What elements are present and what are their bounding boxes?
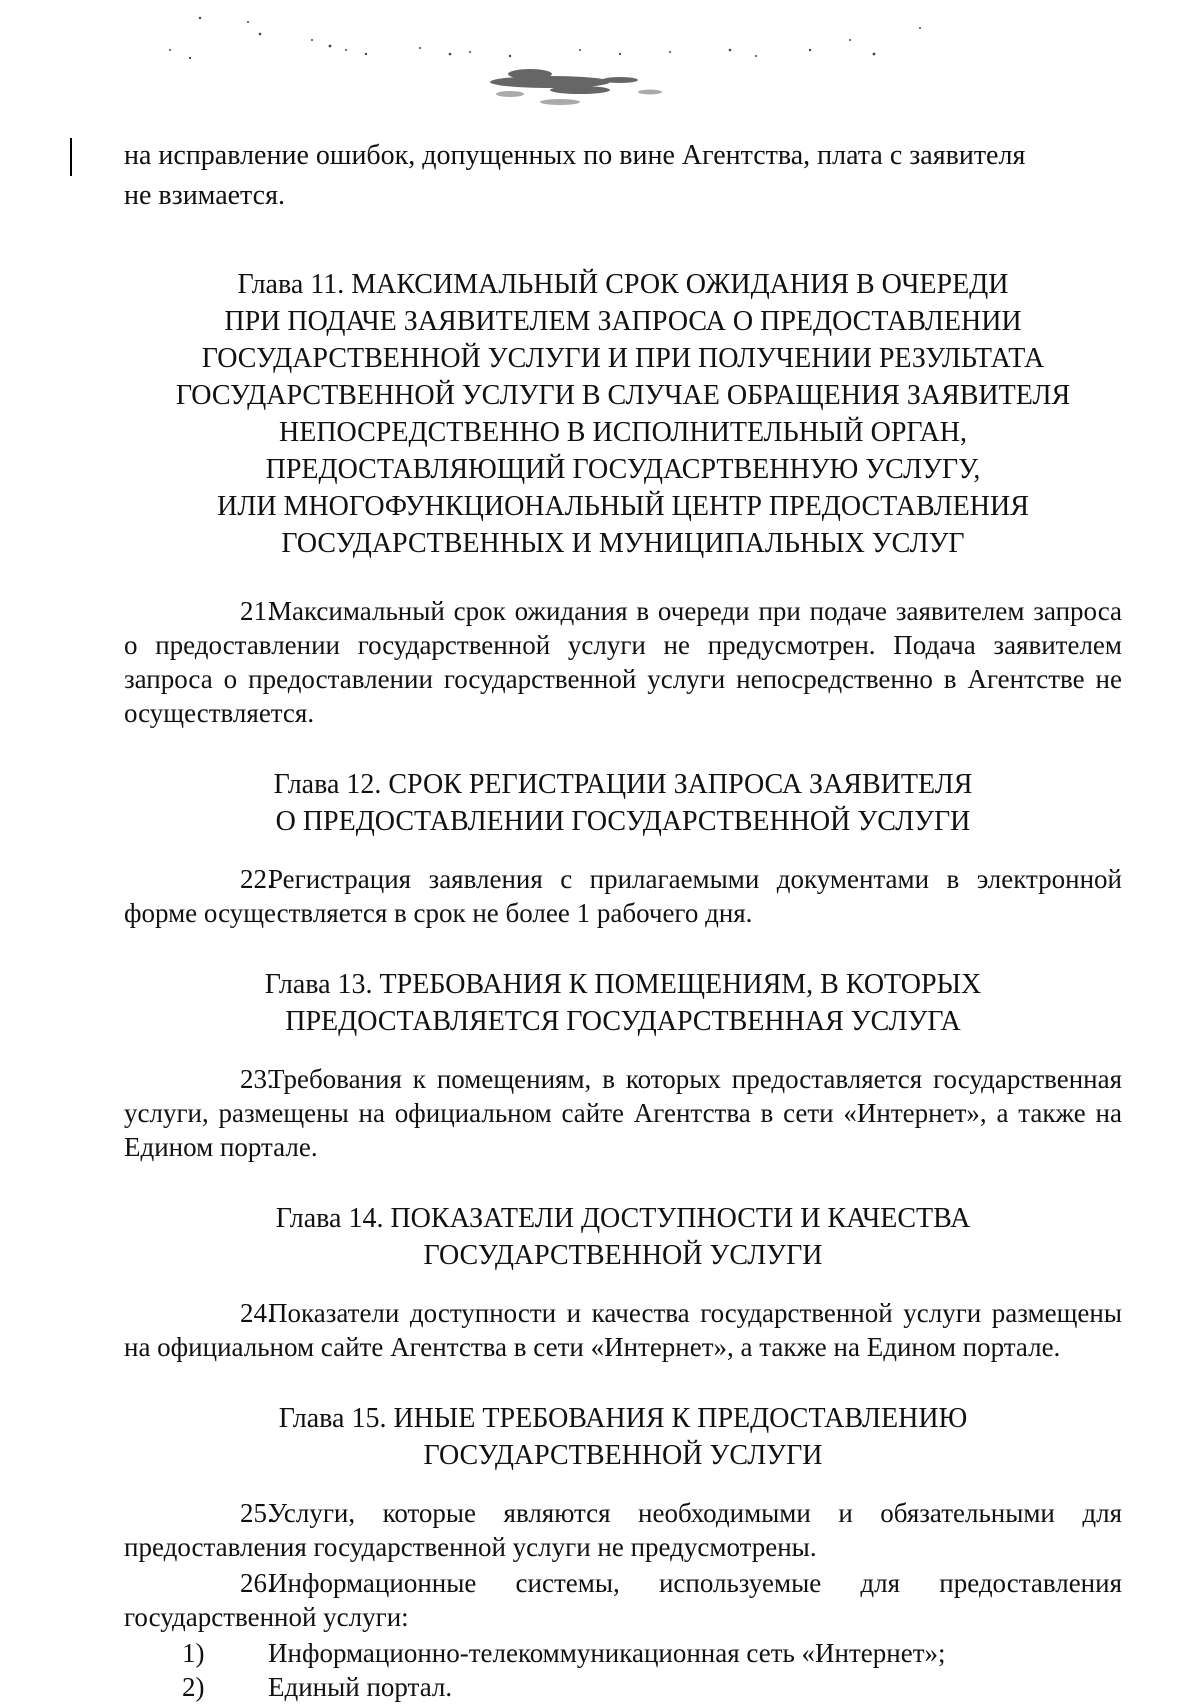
paragraph-text: Информационные системы, используемые для предоставления государственной услуги: bbox=[124, 1568, 1122, 1632]
list-item-1 bbox=[124, 1636, 1122, 1670]
heading-line: ГОСУДАРСТВЕННОЙ УСЛУГИ bbox=[423, 1440, 823, 1471]
heading-line: ГОСУДАРСТВЕННОЙ УСЛУГИ В СЛУЧАЕ ОБРАЩЕНИЯ ЗАЯВИТЕЛЯ bbox=[175, 380, 1071, 411]
paragraph-number: 24. bbox=[240, 1298, 274, 1328]
paragraph-number: 25. bbox=[240, 1498, 274, 1528]
heading-line: ГОСУДАРСТВЕННОЙ УСЛУГИ И ПРИ ПОЛУЧЕНИИ РЕЗУЛЬТАТА bbox=[201, 343, 1045, 374]
paragraph-text: Максимальный срок ожидания в очереди при подаче заявителем запроса о предоставлении государственной услуги не предусмотрен. Подача заявителем запроса о предоставлении государственной услуги непосредственно в Агентстве не осуществляется. bbox=[124, 596, 1122, 728]
heading-line: Глава 14. ПОКАЗАТЕЛИ ДОСТУПНОСТИ И КАЧЕСТВА bbox=[275, 1203, 971, 1234]
heading-line: ПРИ ПОДАЧЕ ЗАЯВИТЕЛЕМ ЗАПРОСА О ПРЕДОСТАВЛЕНИИ bbox=[224, 306, 1022, 337]
document-page bbox=[124, 136, 1122, 1704]
list-item-number: 2) bbox=[182, 1672, 205, 1702]
paragraph-text: Требования к помещениям, в которых предоставляется государственная услуги, размещены на официальном сайте Агентства в сети «Интернет», а также на Едином портале. bbox=[124, 1064, 1122, 1162]
paragraph-26 bbox=[124, 1566, 1122, 1634]
intro-line-2: не взимается. bbox=[124, 180, 285, 211]
heading-line: НЕПОСРЕДСТВЕННО В ИСПОЛНИТЕЛЬНЫЙ ОРГАН, bbox=[279, 417, 967, 448]
heading-line: Глава 12. СРОК РЕГИСТРАЦИИ ЗАПРОСА ЗАЯВИТЕЛЯ bbox=[273, 769, 973, 800]
paragraph-text: Регистрация заявления с прилагаемыми документами в электронной форме осуществляется в срок не более 1 рабочего дня. bbox=[124, 864, 1122, 928]
chapter-15-heading bbox=[124, 1400, 1122, 1474]
chapter-heading bbox=[124, 266, 1122, 562]
heading-line: О ПРЕДОСТАВЛЕНИИ ГОСУДАРСТВЕННОЙ УСЛУГИ bbox=[275, 806, 971, 837]
margin-change-bar bbox=[70, 138, 72, 176]
heading-line: ПРЕДОСТАВЛЯЮЩИЙ ГОСУДАСРТВЕННУЮ УСЛУГУ, bbox=[265, 454, 981, 485]
paragraph-number: 22. bbox=[240, 864, 274, 894]
heading-line: ГОСУДАРСТВЕННОЙ УСЛУГИ bbox=[423, 1240, 823, 1271]
list-item-text: Единый портал. bbox=[268, 1672, 453, 1702]
chapter-14-heading bbox=[124, 1200, 1122, 1274]
paragraph-24 bbox=[124, 1296, 1122, 1364]
paragraph-number: 26. bbox=[240, 1568, 274, 1598]
list-item-text: Информационно-телекоммуникационная сеть «Интернет»; bbox=[268, 1638, 946, 1668]
intro-line-1: на исправление ошибок, допущенных по вине Агентства, плата с заявителя bbox=[124, 140, 1026, 171]
paragraph-number: 23. bbox=[240, 1064, 274, 1094]
chapter-12-heading bbox=[124, 766, 1122, 840]
paragraph-text: Показатели доступности и качества государственной услуги размещены на официальном сайте Агентства в сети «Интернет», а также на Едином портале. bbox=[124, 1298, 1122, 1362]
heading-line: ИЛИ МНОГОФУНКЦИОНАЛЬНЫЙ ЦЕНТР ПРЕДОСТАВЛЕНИЯ bbox=[217, 491, 1029, 522]
paragraph-25 bbox=[124, 1496, 1122, 1564]
heading-line: Глава 13. ТРЕБОВАНИЯ К ПОМЕЩЕНИЯМ, В КОТОРЫХ bbox=[264, 969, 982, 1000]
paragraph-text: Услуги, которые являются необходимыми и обязательными для предоставления государственной услуги не предусмотрены. bbox=[124, 1498, 1122, 1562]
scan-noise-smudge bbox=[150, 10, 930, 120]
paragraph-21 bbox=[124, 594, 1122, 730]
chapter-13-heading bbox=[124, 966, 1122, 1040]
heading-line: Глава 15. ИНЫЕ ТРЕБОВАНИЯ К ПРЕДОСТАВЛЕНИЮ bbox=[278, 1403, 968, 1434]
list-item-number: 1) bbox=[182, 1638, 205, 1668]
heading-line: ГОСУДАРСТВЕННЫХ И МУНИЦИПАЛЬНЫХ УСЛУГ bbox=[281, 528, 965, 559]
paragraph-number: 21. bbox=[240, 596, 274, 626]
list-item-2 bbox=[124, 1670, 1122, 1704]
paragraph-23 bbox=[124, 1062, 1122, 1164]
heading-line: ПРЕДОСТАВЛЯЕТСЯ ГОСУДАРСТВЕННАЯ УСЛУГА bbox=[285, 1006, 961, 1037]
heading-line: Глава 11. МАКСИМАЛЬНЫЙ СРОК ОЖИДАНИЯ В ОЧЕРЕДИ bbox=[237, 269, 1009, 300]
chapter-11 bbox=[124, 266, 1122, 562]
paragraph-22 bbox=[124, 862, 1122, 930]
intro-paragraph bbox=[124, 136, 1122, 216]
